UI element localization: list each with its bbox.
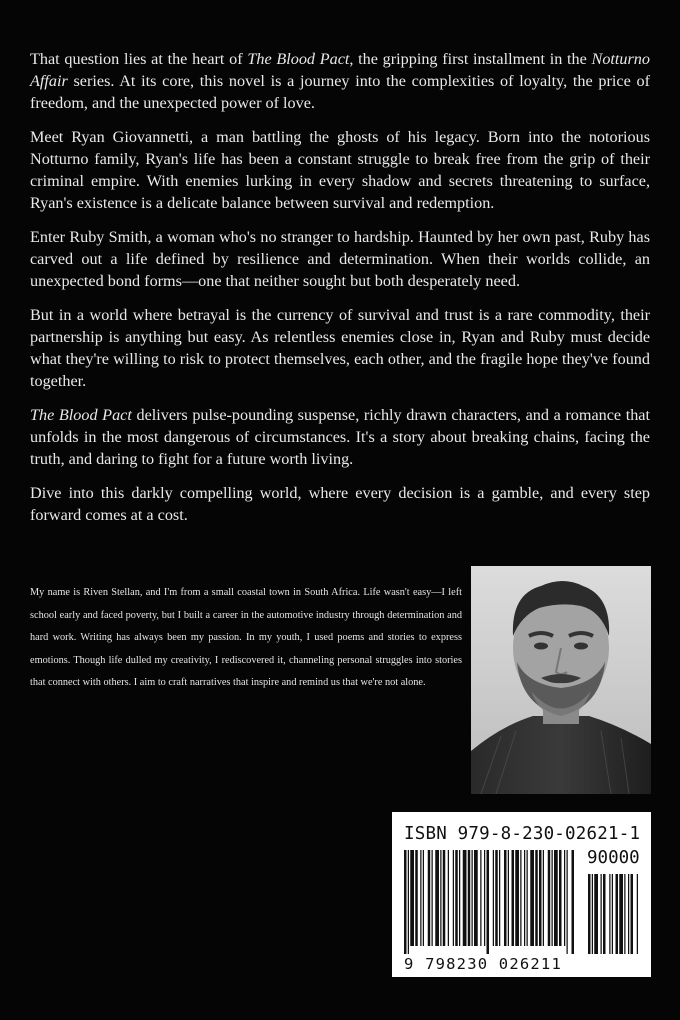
barcode-addon-bar (628, 874, 629, 954)
barcode-bar (415, 850, 418, 946)
barcode-addon-bar (601, 874, 602, 954)
barcode-addon-bar (631, 874, 634, 954)
book-title-italic: The Blood Pact (30, 406, 132, 424)
barcode-bar (453, 850, 454, 946)
barcode-bar (487, 850, 490, 954)
author-portrait-illustration (471, 566, 651, 794)
blurb-paragraph-2: Meet Ryan Giovannetti, a man battling the ghosts of his legacy. Born into the notorious Notturno family, Ryan's life has been a constant struggle to break free from the grip of their criminal empire. With enemies lurking in every shadow and secrets threatening to surface, Ryan's existence is a delicate balance between survival and redemption. (30, 128, 650, 212)
barcode-bar (572, 850, 575, 954)
author-bio: My name is Riven Stellan, and I'm from a small coastal town in South Africa. Life wasn't easy—I left school early and faced poverty, but I built a career in the automotive industry through determination and hard work. Writing has always been my passion. In my youth, I used poems and stories to express emotions. Though life dulled my creativity, I rediscovered it, channeling personal struggles into stories that connect with others. I aim to craft narratives that inspire and remind us that we're not alone. (30, 587, 462, 688)
barcode-bar (443, 850, 446, 946)
barcode-bar (484, 850, 485, 946)
barcode-bar (440, 850, 441, 946)
barcode-addon-bar (588, 874, 591, 954)
blurb-paragraph-6: Dive into this darkly compelling world, where every decision is a gamble, and every step forward comes at a cost. (30, 484, 650, 524)
barcode-addon-bar (609, 874, 610, 954)
barcode-bar (552, 850, 553, 946)
barcode-bar (468, 850, 471, 946)
barcode-bar (480, 850, 481, 946)
barcode-bar (455, 850, 458, 946)
barcode-addon-bar (637, 874, 638, 954)
blurb-text: series. At its core, this novel is a journey into the complexities of loyalty, the price of freedom, and the unexpected power of love. (30, 72, 650, 112)
barcode-bar (459, 850, 460, 946)
barcode-bar (428, 850, 431, 946)
back-cover-blurb (30, 48, 650, 538)
barcode-addon-bar (594, 874, 598, 954)
price-code: 90000 (587, 848, 640, 868)
barcode-bar (435, 850, 439, 946)
ean-digits: 9 798230 026211 (404, 955, 562, 973)
blurb-text: , the gripping first installment in the (349, 50, 592, 68)
blurb-text: That question lies at the heart of (30, 50, 248, 68)
barcode-addon-bar (592, 874, 593, 954)
barcode-addon-bar (616, 874, 619, 954)
barcode-bar (463, 850, 467, 946)
blurb-paragraph-3: Enter Ruby Smith, a woman who's no stranger to hardship. Haunted by her own past, Ruby has carved out a life defined by resilience and determination. When their worlds collide, an unexpected bond forms—one that neither sought but both desperately need. (30, 228, 650, 290)
barcode-bar (423, 850, 424, 946)
barcode-bar (515, 850, 519, 946)
isbn-label: ISBN 979-8-230-02621-1 (404, 824, 641, 844)
barcode-bar (420, 850, 421, 946)
barcode-bar (527, 850, 528, 946)
barcode-addon-bar (624, 874, 625, 954)
barcode-bars (400, 850, 645, 958)
barcode-bar (495, 850, 498, 946)
barcode-bar (472, 850, 473, 946)
barcode-bar (493, 850, 494, 946)
blurb-text: delivers pulse-pounding suspense, richly drawn characters, and a romance that unfolds in the most dangerous of circumstances. It's a story about breaking chains, facing the truth, and daring to fight for a future worth living. (30, 406, 650, 468)
barcode-bar (410, 850, 414, 946)
barcode-bar (512, 850, 515, 946)
barcode-addon-bar (612, 874, 613, 954)
isbn-barcode (392, 812, 651, 977)
barcode-bar (559, 850, 562, 946)
barcode-bar (432, 850, 433, 946)
barcode-bar (554, 850, 558, 946)
barcode-addon-bar (603, 874, 606, 954)
author-photo (471, 566, 651, 794)
barcode-bar (504, 850, 507, 946)
barcode-bar (448, 850, 449, 946)
book-title-italic: The Blood Pact (247, 50, 350, 68)
barcode-bar (543, 850, 544, 946)
barcode-addon-bar (619, 874, 623, 954)
barcode-bar (524, 850, 525, 946)
barcode-bar (530, 850, 534, 946)
barcode-bar (404, 850, 407, 954)
barcode-bar (508, 850, 509, 946)
barcode-bar (499, 850, 500, 946)
barcode-bar (520, 850, 521, 946)
barcode-bar (548, 850, 551, 946)
blurb-paragraph-4: But in a world where betrayal is the currency of survival and trust is a rare commodity, their partnership is anything but easy. As relentless enemies close in, Ryan and Ruby must decide what they're willing to risk to protect themselves, each other, and the fragile hope they've found together. (30, 306, 650, 390)
series-title-italic: Notturno Affair (30, 50, 650, 90)
barcode-bar (535, 850, 538, 946)
barcode-bar (564, 850, 565, 946)
barcode-bar (539, 850, 542, 946)
barcode-bar (567, 850, 568, 954)
blurb-paragraph-5 (30, 404, 650, 470)
barcode-bar (408, 850, 409, 954)
barcode-bar (474, 850, 478, 946)
blurb-paragraph-1 (30, 48, 650, 114)
